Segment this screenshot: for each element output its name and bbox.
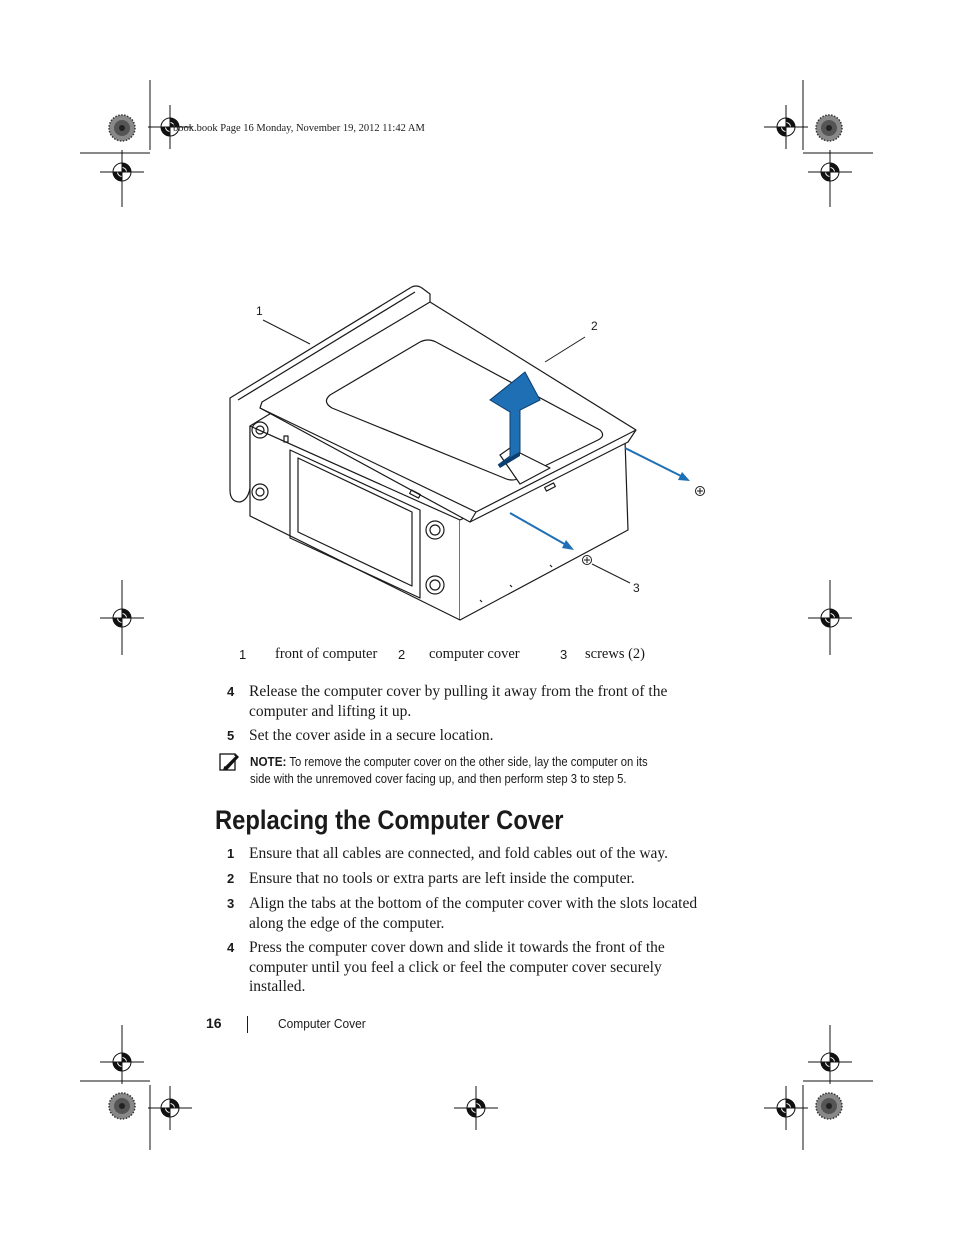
step-text: Ensure that no tools or extra parts are left inside the computer. xyxy=(249,870,635,887)
step-number: 1 xyxy=(227,846,235,861)
step-number: 5 xyxy=(227,728,235,743)
note-label: NOTE: xyxy=(250,754,287,769)
legend-text-1: front of computer xyxy=(275,646,378,662)
footer-divider xyxy=(247,1016,248,1033)
note-pencil-icon xyxy=(219,752,241,772)
legend-num-2: 2 xyxy=(398,647,406,662)
step-text: Align the tabs at the bottom of the computer cover with the slots located along the edge of the computer. xyxy=(249,895,698,932)
step-text: Set the cover aside in a secure location. xyxy=(249,727,494,744)
section-heading: Replacing the Computer Cover xyxy=(215,805,564,835)
note-block xyxy=(250,753,664,788)
step-text: Press the computer cover down and slide it towards the front of the computer until you feel a click or feel the computer cover securely installed. xyxy=(249,939,665,995)
callout-1: 1 xyxy=(256,304,263,318)
step-text: Release the computer cover by pulling it away from the front of the computer and lifting it up. xyxy=(249,683,668,720)
step-number: 3 xyxy=(227,896,235,911)
note-text: To remove the computer cover on the other side, lay the computer on its side with the unremoved cover facing up, and then perform step 3 to step 5. xyxy=(250,755,648,786)
step-text: Ensure that all cables are connected, and fold cables out of the way. xyxy=(249,845,669,862)
computer-cover-illustration xyxy=(220,280,720,625)
print-header-stamp: book.book Page 16 Monday, November 19, 2012 11:42 AM xyxy=(173,123,425,134)
callout-3: 3 xyxy=(633,581,640,595)
callout-2: 2 xyxy=(591,319,598,333)
screw-icon xyxy=(583,556,592,565)
screw-icon xyxy=(696,487,705,496)
legend-text-2: computer cover xyxy=(429,646,520,662)
legend-num-1: 1 xyxy=(239,647,247,662)
page-number: 16 xyxy=(206,1015,222,1031)
step-number: 2 xyxy=(227,871,235,886)
legend-text-3: screws (2) xyxy=(585,646,645,662)
step-number: 4 xyxy=(227,684,235,699)
legend-num-3: 3 xyxy=(560,647,568,662)
step-number: 4 xyxy=(227,940,235,955)
footer-title: Computer Cover xyxy=(278,1016,366,1031)
